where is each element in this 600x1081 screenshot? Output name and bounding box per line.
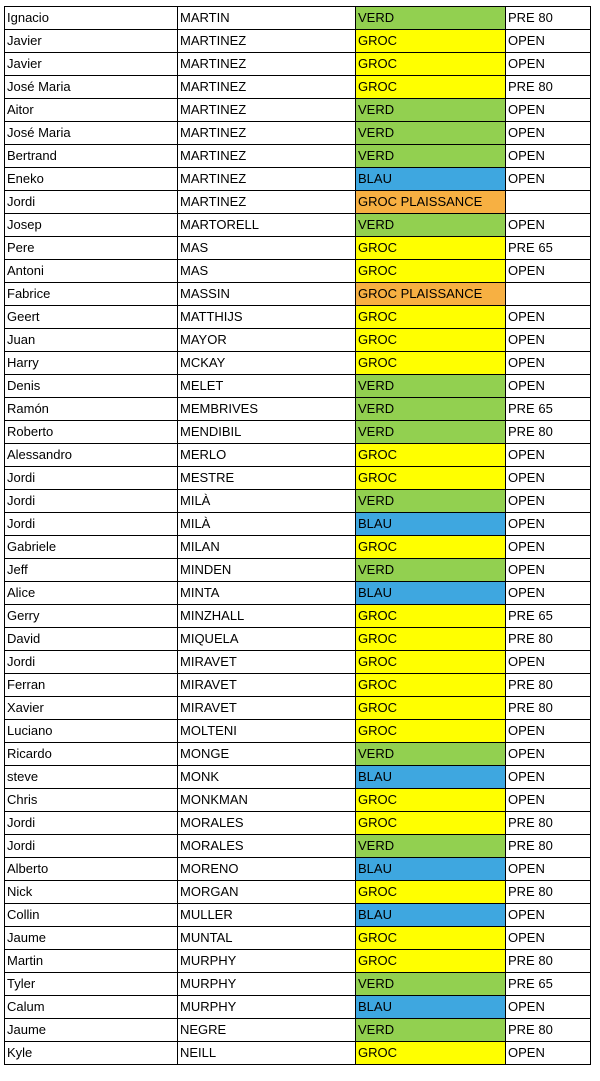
table-row: [5, 7, 591, 30]
color-group-cell: GROC: [356, 306, 506, 329]
first-name-cell: Kyle: [5, 1042, 178, 1065]
first-name-cell: Chris: [5, 789, 178, 812]
table-row: [5, 214, 591, 237]
color-group-cell: VERD: [356, 973, 506, 996]
table-row: [5, 559, 591, 582]
color-group-cell: GROC: [356, 444, 506, 467]
category-cell: OPEN: [506, 99, 591, 122]
last-name-cell: MORGAN: [178, 881, 356, 904]
first-name-cell: Ramón: [5, 398, 178, 421]
table-row: [5, 191, 591, 214]
first-name-cell: Bertrand: [5, 145, 178, 168]
first-name-cell: Juan: [5, 329, 178, 352]
first-name-cell: Antoni: [5, 260, 178, 283]
color-group-cell: VERD: [356, 398, 506, 421]
category-cell: OPEN: [506, 214, 591, 237]
category-cell: PRE 80: [506, 7, 591, 30]
category-cell: OPEN: [506, 30, 591, 53]
table-row: [5, 421, 591, 444]
color-group-cell: GROC: [356, 536, 506, 559]
color-group-cell: GROC: [356, 352, 506, 375]
category-cell: OPEN: [506, 306, 591, 329]
first-name-cell: Jordi: [5, 490, 178, 513]
last-name-cell: MOLTENI: [178, 720, 356, 743]
first-name-cell: Jordi: [5, 835, 178, 858]
category-cell: PRE 80: [506, 421, 591, 444]
color-group-cell: GROC: [356, 720, 506, 743]
color-group-cell: VERD: [356, 122, 506, 145]
category-cell: PRE 80: [506, 76, 591, 99]
first-name-cell: Tyler: [5, 973, 178, 996]
first-name-cell: Jeff: [5, 559, 178, 582]
color-group-cell: GROC: [356, 605, 506, 628]
first-name-cell: Eneko: [5, 168, 178, 191]
first-name-cell: Martin: [5, 950, 178, 973]
last-name-cell: MEMBRIVES: [178, 398, 356, 421]
last-name-cell: MARTINEZ: [178, 99, 356, 122]
first-name-cell: Fabrice: [5, 283, 178, 306]
first-name-cell: Alberto: [5, 858, 178, 881]
color-group-cell: BLAU: [356, 996, 506, 1019]
table-row: [5, 582, 591, 605]
last-name-cell: MORALES: [178, 835, 356, 858]
color-group-cell: GROC: [356, 651, 506, 674]
table-row: [5, 168, 591, 191]
first-name-cell: José Maria: [5, 122, 178, 145]
table-row: [5, 237, 591, 260]
color-group-cell: VERD: [356, 99, 506, 122]
first-name-cell: Ferran: [5, 674, 178, 697]
last-name-cell: MURPHY: [178, 996, 356, 1019]
roster-table: [4, 6, 591, 1065]
table-row: [5, 720, 591, 743]
first-name-cell: Calum: [5, 996, 178, 1019]
category-cell: PRE 80: [506, 628, 591, 651]
first-name-cell: Denis: [5, 375, 178, 398]
category-cell: [506, 283, 591, 306]
color-group-cell: GROC: [356, 789, 506, 812]
table-row: [5, 398, 591, 421]
last-name-cell: MARTINEZ: [178, 168, 356, 191]
category-cell: OPEN: [506, 651, 591, 674]
table-row: [5, 789, 591, 812]
first-name-cell: Ricardo: [5, 743, 178, 766]
last-name-cell: MATTHIJS: [178, 306, 356, 329]
color-group-cell: VERD: [356, 490, 506, 513]
last-name-cell: MARTINEZ: [178, 53, 356, 76]
category-cell: PRE 80: [506, 950, 591, 973]
last-name-cell: MURPHY: [178, 950, 356, 973]
last-name-cell: MARTINEZ: [178, 122, 356, 145]
table-row: [5, 605, 591, 628]
category-cell: PRE 80: [506, 835, 591, 858]
category-cell: OPEN: [506, 720, 591, 743]
category-cell: OPEN: [506, 444, 591, 467]
category-cell: OPEN: [506, 536, 591, 559]
first-name-cell: Jordi: [5, 651, 178, 674]
last-name-cell: MONKMAN: [178, 789, 356, 812]
last-name-cell: MIRAVET: [178, 651, 356, 674]
table-row: [5, 812, 591, 835]
last-name-cell: MONGE: [178, 743, 356, 766]
table-row: [5, 122, 591, 145]
category-cell: OPEN: [506, 145, 591, 168]
table-row: [5, 260, 591, 283]
color-group-cell: VERD: [356, 835, 506, 858]
color-group-cell: BLAU: [356, 168, 506, 191]
table-row: [5, 375, 591, 398]
table-row: [5, 76, 591, 99]
color-group-cell: VERD: [356, 421, 506, 444]
first-name-cell: Jaume: [5, 1019, 178, 1042]
table-row: [5, 697, 591, 720]
last-name-cell: MILAN: [178, 536, 356, 559]
category-cell: OPEN: [506, 490, 591, 513]
table-row: [5, 881, 591, 904]
color-group-cell: BLAU: [356, 582, 506, 605]
last-name-cell: MORENO: [178, 858, 356, 881]
color-group-cell: BLAU: [356, 858, 506, 881]
category-cell: PRE 65: [506, 605, 591, 628]
first-name-cell: Luciano: [5, 720, 178, 743]
first-name-cell: Pere: [5, 237, 178, 260]
color-group-cell: GROC: [356, 1042, 506, 1065]
color-group-cell: GROC: [356, 674, 506, 697]
category-cell: OPEN: [506, 559, 591, 582]
last-name-cell: MARTORELL: [178, 214, 356, 237]
color-group-cell: BLAU: [356, 766, 506, 789]
last-name-cell: MARTINEZ: [178, 30, 356, 53]
first-name-cell: Nick: [5, 881, 178, 904]
color-group-cell: BLAU: [356, 513, 506, 536]
table-row: [5, 467, 591, 490]
color-group-cell: VERD: [356, 743, 506, 766]
last-name-cell: MILÀ: [178, 490, 356, 513]
last-name-cell: MINZHALL: [178, 605, 356, 628]
table-row: [5, 53, 591, 76]
last-name-cell: MILÀ: [178, 513, 356, 536]
category-cell: OPEN: [506, 375, 591, 398]
table-row: [5, 835, 591, 858]
category-cell: PRE 80: [506, 674, 591, 697]
table-row: [5, 306, 591, 329]
category-cell: OPEN: [506, 53, 591, 76]
last-name-cell: MINTA: [178, 582, 356, 605]
last-name-cell: MARTINEZ: [178, 191, 356, 214]
color-group-cell: VERD: [356, 559, 506, 582]
category-cell: OPEN: [506, 122, 591, 145]
color-group-cell: GROC: [356, 260, 506, 283]
last-name-cell: MARTINEZ: [178, 76, 356, 99]
last-name-cell: MURPHY: [178, 973, 356, 996]
table-row: [5, 904, 591, 927]
category-cell: PRE 80: [506, 812, 591, 835]
table-row: [5, 352, 591, 375]
last-name-cell: MELET: [178, 375, 356, 398]
category-cell: [506, 191, 591, 214]
table-row: [5, 973, 591, 996]
last-name-cell: MARTIN: [178, 7, 356, 30]
category-cell: OPEN: [506, 904, 591, 927]
table-row: [5, 30, 591, 53]
table-row: [5, 858, 591, 881]
color-group-cell: VERD: [356, 7, 506, 30]
table-row: [5, 628, 591, 651]
last-name-cell: MUNTAL: [178, 927, 356, 950]
category-cell: OPEN: [506, 766, 591, 789]
last-name-cell: MONK: [178, 766, 356, 789]
first-name-cell: Josep: [5, 214, 178, 237]
category-cell: OPEN: [506, 513, 591, 536]
category-cell: OPEN: [506, 582, 591, 605]
color-group-cell: VERD: [356, 145, 506, 168]
table-row: [5, 1042, 591, 1065]
table-row: [5, 674, 591, 697]
category-cell: OPEN: [506, 858, 591, 881]
category-cell: PRE 80: [506, 1019, 591, 1042]
color-group-cell: GROC PLAISSANCE: [356, 191, 506, 214]
table-row: [5, 950, 591, 973]
table-row: [5, 927, 591, 950]
category-cell: OPEN: [506, 467, 591, 490]
table-row: [5, 99, 591, 122]
table-row: [5, 536, 591, 559]
color-group-cell: GROC: [356, 467, 506, 490]
first-name-cell: steve: [5, 766, 178, 789]
first-name-cell: Roberto: [5, 421, 178, 444]
category-cell: PRE 80: [506, 881, 591, 904]
color-group-cell: VERD: [356, 375, 506, 398]
color-group-cell: GROC: [356, 812, 506, 835]
first-name-cell: Jordi: [5, 513, 178, 536]
last-name-cell: MORALES: [178, 812, 356, 835]
first-name-cell: Alessandro: [5, 444, 178, 467]
table-row: [5, 766, 591, 789]
color-group-cell: VERD: [356, 214, 506, 237]
first-name-cell: Jordi: [5, 467, 178, 490]
table-row: [5, 329, 591, 352]
last-name-cell: MIQUELA: [178, 628, 356, 651]
first-name-cell: Gabriele: [5, 536, 178, 559]
category-cell: OPEN: [506, 743, 591, 766]
first-name-cell: Jaume: [5, 927, 178, 950]
color-group-cell: GROC: [356, 881, 506, 904]
table-row: [5, 743, 591, 766]
table-row: [5, 283, 591, 306]
last-name-cell: MENDIBIL: [178, 421, 356, 444]
first-name-cell: Javier: [5, 53, 178, 76]
table-row: [5, 490, 591, 513]
color-group-cell: GROC: [356, 237, 506, 260]
first-name-cell: Geert: [5, 306, 178, 329]
first-name-cell: Gerry: [5, 605, 178, 628]
color-group-cell: GROC: [356, 927, 506, 950]
last-name-cell: MARTINEZ: [178, 145, 356, 168]
table-row: [5, 651, 591, 674]
color-group-cell: GROC: [356, 329, 506, 352]
last-name-cell: MAS: [178, 260, 356, 283]
color-group-cell: GROC: [356, 53, 506, 76]
last-name-cell: MINDEN: [178, 559, 356, 582]
category-cell: OPEN: [506, 1042, 591, 1065]
first-name-cell: José Maria: [5, 76, 178, 99]
category-cell: OPEN: [506, 789, 591, 812]
table-row: [5, 996, 591, 1019]
category-cell: PRE 65: [506, 237, 591, 260]
last-name-cell: MCKAY: [178, 352, 356, 375]
last-name-cell: MIRAVET: [178, 674, 356, 697]
color-group-cell: GROC: [356, 950, 506, 973]
color-group-cell: GROC: [356, 30, 506, 53]
category-cell: OPEN: [506, 996, 591, 1019]
first-name-cell: Ignacio: [5, 7, 178, 30]
color-group-cell: GROC: [356, 76, 506, 99]
color-group-cell: GROC: [356, 697, 506, 720]
color-group-cell: BLAU: [356, 904, 506, 927]
color-group-cell: VERD: [356, 1019, 506, 1042]
table-row: [5, 145, 591, 168]
last-name-cell: MERLO: [178, 444, 356, 467]
category-cell: PRE 65: [506, 398, 591, 421]
color-group-cell: GROC: [356, 628, 506, 651]
first-name-cell: Collin: [5, 904, 178, 927]
first-name-cell: Jordi: [5, 812, 178, 835]
category-cell: OPEN: [506, 927, 591, 950]
last-name-cell: MAS: [178, 237, 356, 260]
category-cell: OPEN: [506, 329, 591, 352]
first-name-cell: David: [5, 628, 178, 651]
first-name-cell: Xavier: [5, 697, 178, 720]
table-row: [5, 444, 591, 467]
color-group-cell: GROC PLAISSANCE: [356, 283, 506, 306]
category-cell: PRE 65: [506, 973, 591, 996]
last-name-cell: MESTRE: [178, 467, 356, 490]
last-name-cell: MULLER: [178, 904, 356, 927]
first-name-cell: Alice: [5, 582, 178, 605]
first-name-cell: Jordi: [5, 191, 178, 214]
last-name-cell: NEILL: [178, 1042, 356, 1065]
category-cell: OPEN: [506, 260, 591, 283]
category-cell: OPEN: [506, 168, 591, 191]
category-cell: PRE 80: [506, 697, 591, 720]
last-name-cell: MASSIN: [178, 283, 356, 306]
roster-table-body: [5, 7, 591, 1065]
first-name-cell: Harry: [5, 352, 178, 375]
last-name-cell: NEGRE: [178, 1019, 356, 1042]
last-name-cell: MAYOR: [178, 329, 356, 352]
first-name-cell: Javier: [5, 30, 178, 53]
category-cell: OPEN: [506, 352, 591, 375]
table-row: [5, 513, 591, 536]
first-name-cell: Aitor: [5, 99, 178, 122]
table-row: [5, 1019, 591, 1042]
last-name-cell: MIRAVET: [178, 697, 356, 720]
